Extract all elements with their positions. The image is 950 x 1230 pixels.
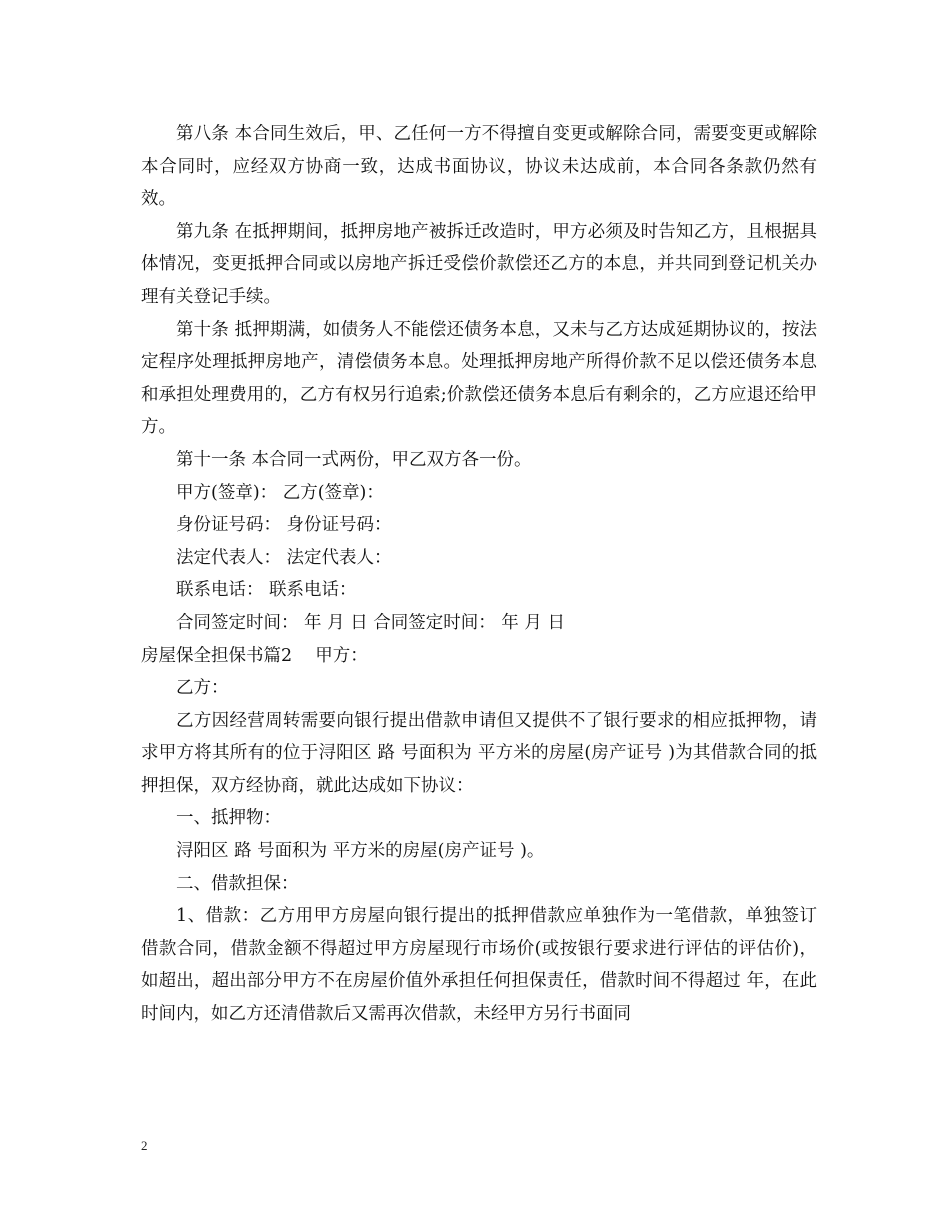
signature-line: 甲方(签章)： 乙方(签章)：	[176, 482, 384, 503]
legal-representative-line: 法定代表人： 法定代表人：	[176, 547, 392, 568]
document-body	[141, 118, 817, 1031]
party-b-line: 乙方：	[176, 678, 229, 699]
id-number-line: 身份证号码： 身份证号码：	[176, 515, 392, 536]
heading-loan-guarantee: 二、借款担保：	[176, 873, 299, 894]
paragraph-loan: 1、借款：乙方用甲方房屋向银行提出的抵押借款应单独作为一笔借款，单独签订借款合同，借款金额不得超过甲方房屋现行市场价(或按银行要求进行评估的评估价)，如超出，超出部分甲方不在房屋价值外承担任何担保责任，借款时间不得超过 年，在此时间内，如乙方还清借款后又需再次借款，未经甲方另行书面同	[141, 906, 817, 1025]
paragraph-article-8: 第八条 本合同生效后，甲、乙任何一方不得擅自变更或解除合同，需要变更或解除本合同时，应经双方协商一致，达成书面协议，协议未达成前，本合同各条款仍然有效。	[141, 124, 817, 210]
paragraph-collateral: 浔阳区 路 号面积为 平方米的房屋(房产证号 )。	[176, 841, 545, 862]
section-heading: 房屋保全担保书篇2 甲方：	[141, 645, 368, 666]
contact-phone-line: 联系电话： 联系电话：	[176, 580, 357, 601]
paragraph-request: 乙方因经营周转需要向银行提出借款申请但又提供不了银行要求的相应抵押物，请求甲方将其所有的位于浔阳区 路 号面积为 平方米的房屋(房产证号 )为其借款合同的抵押担保，双方经协商，就此达成如下协议：	[141, 710, 817, 796]
paragraph-article-9: 第九条 在抵押期间，抵押房地产被拆迁改造时，甲方必须及时告知乙方，且根据具体情况，变更抵押合同或以房地产拆迁受偿价款偿还乙方的本息，并共同到登记机关办理有关登记手续。	[141, 221, 817, 307]
paragraph-article-11: 第十一条 本合同一式两份，甲乙双方各一份。	[176, 449, 532, 470]
heading-collateral: 一、抵押物：	[176, 808, 281, 829]
contract-date-line: 合同签定时间： 年 月 日 合同签定时间： 年 月 日	[176, 612, 565, 633]
paragraph-article-10: 第十条 抵押期满，如债务人不能偿还债务本息，又未与乙方达成延期协议的，按法定程序处理抵押房地产，清偿债务本息。处理抵押房地产所得价款不足以偿还债务本息和承担处理费用的，乙方有权另行追索;价款偿还债务本息后有剩余的，乙方应退还给甲方。	[141, 319, 817, 438]
page-number: 2	[141, 1138, 148, 1153]
